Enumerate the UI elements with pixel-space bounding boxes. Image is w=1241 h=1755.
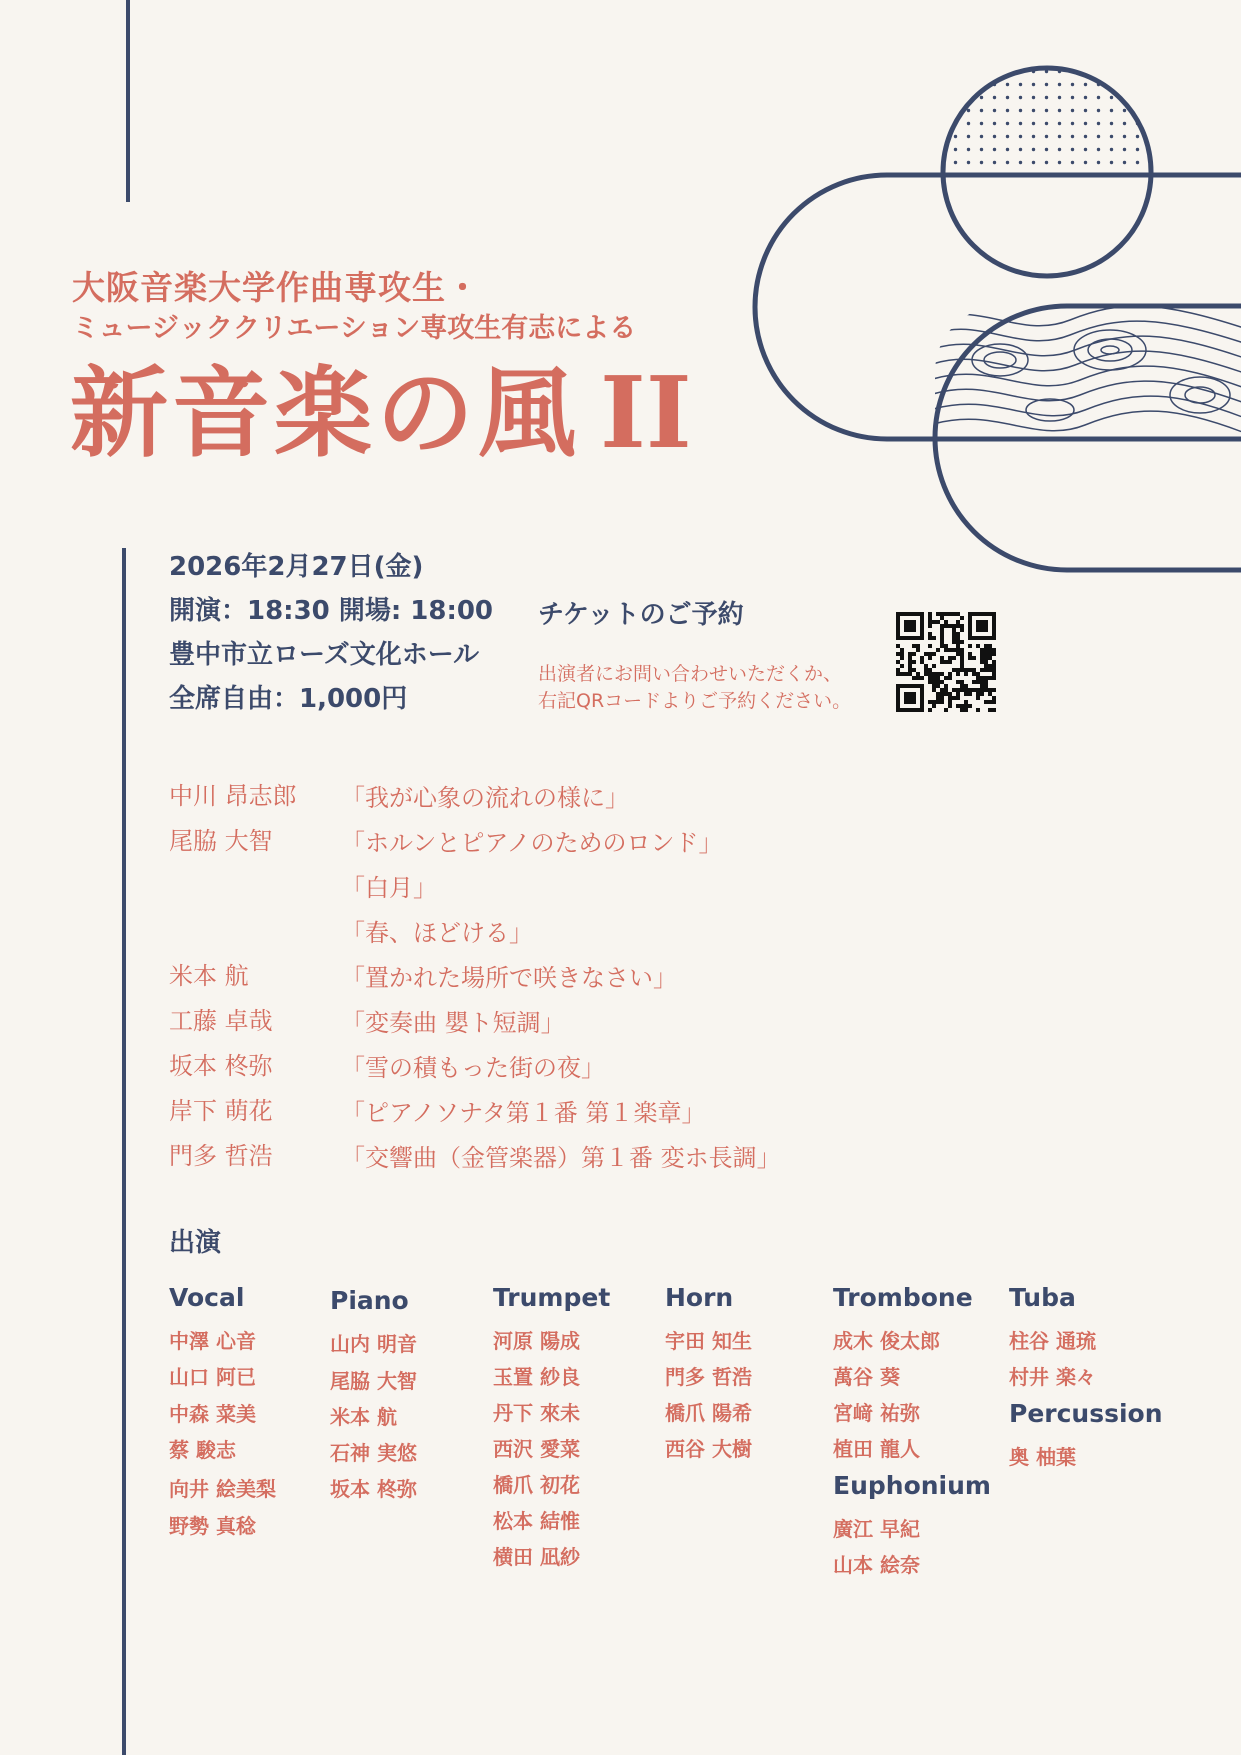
performer-name: 玉置 紗良 [493,1365,580,1389]
section-trombone: Trombone [833,1283,973,1312]
performer-name: 河原 陽成 [493,1329,580,1353]
performer-name: 坂本 柊弥 [330,1477,417,1501]
performer-name: 丹下 來未 [493,1401,580,1425]
performer-name: 松本 結惟 [493,1509,580,1533]
composer-name: 岸下 萌花 [169,1097,273,1125]
performer-name: 西沢 愛菜 [493,1437,580,1461]
section-horn: Horn [665,1283,734,1312]
performer-name: 山口 阿已 [169,1365,256,1389]
event-venue: 豊中市立ローズ文化ホール [169,640,480,670]
contour-pattern-strip [930,306,1241,435]
event-price: 全席自由：1,000円 [169,684,408,714]
section-piano: Piano [330,1286,409,1315]
performer-name: 中澤 心音 [169,1329,256,1353]
subtitle-line-2: ミュージッククリエーション専攻生有志による [72,313,637,344]
performer-name: 植田 龍人 [833,1437,920,1461]
dotted-half-circle [943,68,1151,276]
section-vocal: Vocal [169,1283,245,1312]
performers-heading: 出演 [169,1228,222,1258]
performer-name: 山内 明音 [330,1332,417,1356]
work-title: 「変奏曲 嬰ト短調」 [341,1009,565,1037]
work-title: 「雪の積もった街の夜」 [341,1054,605,1082]
composer-name: 門多 哲浩 [169,1142,273,1170]
performer-name: 野勢 真稔 [169,1514,256,1538]
event-date: 2026年2月27日(金) [169,552,424,582]
ticket-heading: チケットのご予約 [538,600,744,630]
section-percussion: Percussion [1009,1399,1163,1428]
work-title: 「白月」 [341,874,437,902]
work-title: 「交響曲（金管楽器）第１番 変ホ長調」 [341,1144,781,1172]
ticket-text-line-2: 右記QRコードよりご予約ください。 [538,690,852,712]
work-title: 「置かれた場所で咲きなさい」 [341,964,677,992]
composer-name: 米本 航 [169,962,249,990]
title-numeral: II [600,356,692,471]
performer-name: 山本 絵奈 [833,1553,920,1577]
work-title: 「春、ほどける」 [341,919,533,947]
program-row [169,821,869,861]
section-tuba: Tuba [1009,1283,1076,1312]
performer-name: 尾脇 大智 [330,1369,417,1393]
performer-name: 門多 哲浩 [665,1365,752,1389]
performer-name: 柱谷 通琉 [1009,1329,1096,1353]
program-row [169,1136,869,1176]
program-row [169,956,869,996]
section-euphonium: Euphonium [833,1471,991,1500]
program-row [169,776,869,816]
performer-name: 萬谷 葵 [833,1365,900,1389]
program-row [169,911,869,951]
concert-title [70,356,692,471]
qr-code[interactable] [896,612,996,712]
performer-name: 橋爪 初花 [493,1473,580,1497]
performer-name: 宇田 知生 [665,1329,752,1353]
performer-name: 廣江 早紀 [833,1517,920,1541]
composer-name: 坂本 柊弥 [169,1052,273,1080]
work-title: 「我が心象の流れの様に」 [341,784,629,812]
composer-name: 中川 昂志郎 [169,782,297,810]
performer-name: 宮﨑 祐弥 [833,1401,920,1425]
performer-name: 米本 航 [330,1405,397,1429]
program-row [169,1091,869,1131]
composer-name: 工藤 卓哉 [169,1007,273,1035]
performer-name: 向井 絵美梨 [169,1477,276,1501]
ticket-text-line-1: 出演者にお問い合わせいただくか、 [538,663,843,685]
performer-name: 石神 実悠 [330,1441,417,1465]
performer-name: 橋爪 陽希 [665,1401,752,1425]
program-row [169,1001,869,1041]
performer-name: 成木 俊太郎 [833,1329,940,1353]
performer-name: 奥 柚葉 [1009,1445,1076,1469]
section-trumpet: Trumpet [493,1283,611,1312]
subtitle-line-1: 大阪音楽大学作曲専攻生・ [72,268,480,307]
work-title: 「ホルンとピアノのためのロンド」 [341,829,723,857]
performer-name: 中森 菜美 [169,1402,256,1426]
title-main: 新音楽の風 [70,357,581,471]
event-times: 開演：18:30 開場: 18:00 [169,596,494,626]
program-row [169,866,869,906]
program-row [169,1046,869,1086]
performer-name: 蔡 駿志 [169,1438,236,1462]
performer-name: 西谷 大樹 [665,1437,752,1461]
performer-name: 村井 楽々 [1009,1365,1096,1389]
composer-name: 尾脇 大智 [169,827,273,855]
work-title: 「ピアノソナタ第１番 第１楽章」 [341,1099,706,1127]
performer-name: 横田 凪紗 [493,1545,580,1569]
